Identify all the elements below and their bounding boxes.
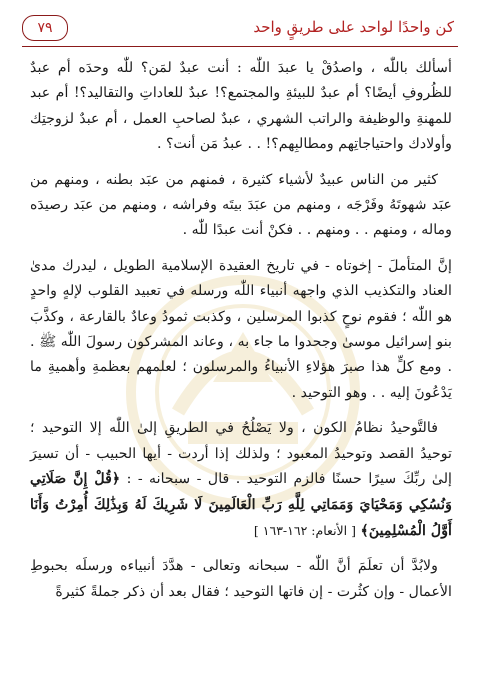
body-text xyxy=(30,56,452,615)
verse-citation: [ الأنعام: ١٦٢-١٦٣ ] xyxy=(253,522,357,538)
paragraph-1: أسألك باللّٰه ، واصدُقْ يا عبدَ اللّٰه : أنت عبدٌ لمَن؟ للّٰه وحدَه أم عبدٌ للظُروفِ أيضًا؟ أم عبدٌ للبيئةِ والمجتمع؟! عبدٌ للعاداتِ والتقاليد؟! أم عبد للمهنةِ والوظيفة والراتب الشهري ، عبدٌ لصاحبِ العمل ، أم عبدٌ لزوجتِك وأولادك واحتياجاتِهم ومطالبِهم؟! . . عبدُ مَن أنت؟ . xyxy=(30,60,452,153)
paragraph-last: ولابُدَّ أن تعلَمَ أنَّ اللّٰه - سبحانه وتعالى - هدَّدَ أنبياءه ورسلَه بحبوطِ الأعمال - وإن كثُرت - إن فاتها التوحيد ؛ فقال بعد أن ذكر جملةً كثيرةً xyxy=(30,558,452,600)
paragraph-2: كثير من الناس عبيدٌ لأشياء كثيرة ، فمنهم من عبَد بطنه ، ومنهم من عبَد شهوتَهُ وفَرْجَه ، ومنهم من عبَدَ بيتَه وفراشه ، ومنهم من عبَد رصيدَه وماله ، ومنهم . . ومنهم . . فكنْ أنت عبدًا للّٰه . xyxy=(30,171,452,239)
page-header xyxy=(22,12,458,47)
paragraph-3: إنَّ المتأملَ - إخوتاه - في تاريخ العقيدة الإسلامية الطويل ، ليدرك مدىٰ العناد والتكذيب الذي واجهه أنبياء اللّٰه ورسله في تعبيد القلوب لإلهٍ واحدٍ هو اللّٰه ؛ فقوم نوحٍ كذبوا المرسلين ، وكذبت ثمودُ وعادٌ بالقارعة ، وكذَّبَ بنو إسرائيل موسىٰ وجحدوا ما جاء به ، وعاند المشركون رسولَ اللّٰه ﷺ . . ومع كلٍّ هذا صبرَ هؤلاءِ الأنبياءُ والمرسلون ؛ لعلمهم بعظمةِ وأهميةِ ما يَدْعُونَ إليه . . وهو التوحيد . xyxy=(30,257,452,401)
page-number: ٧٩ xyxy=(22,15,68,41)
tawhid-text: فالتَّوحيدُ نظامُ الكون ، ولا يَصْلُحُ في الطريقِ إلىٰ اللّٰه إلا التوحيد ؛ توحيدُ القصد وتوحيدُ المعبود ؛ ولذلك إذا أردت - أيها الحبيب - أن تسيرَ إلىٰ ربِّكَ سيرًا حسنًا فالزم التوحيد . قال - سبحانه - : xyxy=(30,420,452,488)
running-title: كن واحدًا لواحد على طريقٍ واحد xyxy=(253,18,454,36)
paragraph-tawhid xyxy=(30,416,452,544)
quran-verse: ﴿قُلْ إِنَّ صَلَاتِي وَنُسُكِي وَمَحْيَايَ وَمَمَاتِي لِلَّهِ رَبِّ الْعَالَمِينَ لَا شَرِيكَ لَهُ وَبِذَٰلِكَ أُمِرْتُ وَأَنَا أَوَّلُ الْمُسْلِمِينَ﴾ xyxy=(30,471,452,539)
